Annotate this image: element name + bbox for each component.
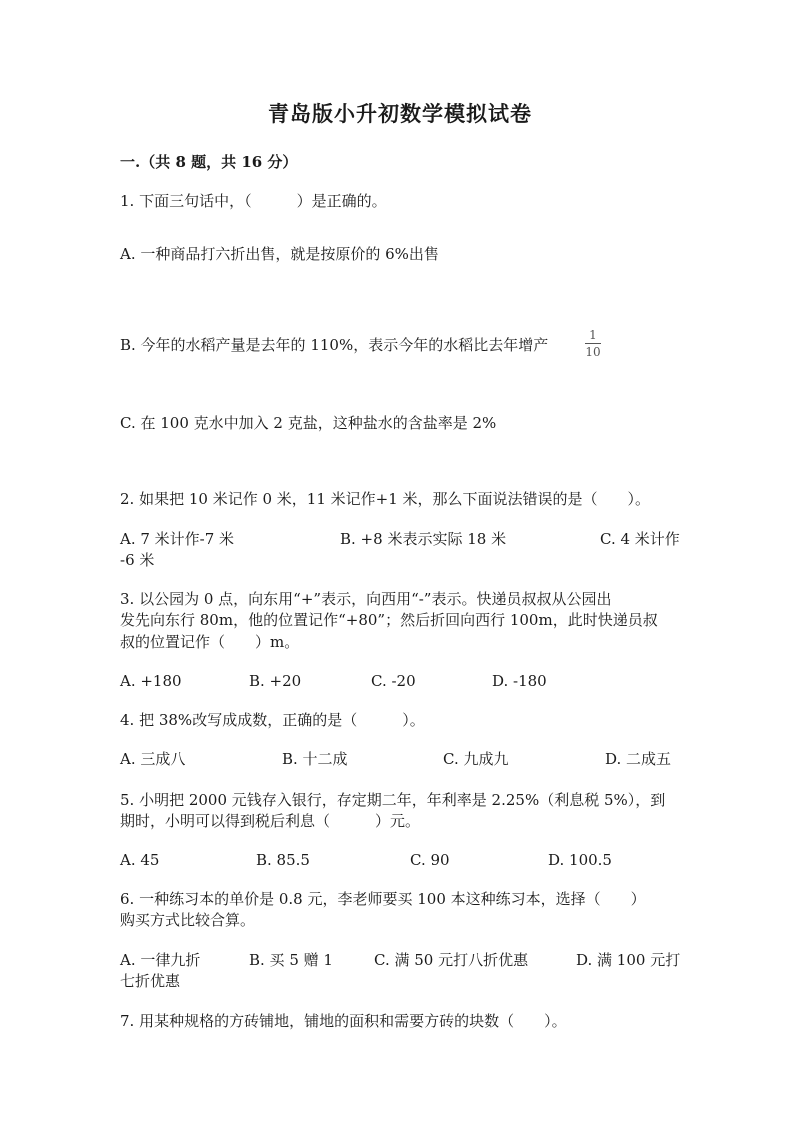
question-3-stem-line-1: 3. 以公园为 0 点，向东用“+”表示，向西用“-”表示。快递员叔叔从公园出 bbox=[120, 590, 612, 608]
question-3-option-a: A. +180 bbox=[120, 672, 182, 690]
question-6-option-d: D. 满 100 元打 bbox=[576, 951, 681, 969]
question-5-stem-line-2: 期时，小明可以得到税后利息（ ）元。 bbox=[120, 812, 421, 830]
fraction-one-tenth bbox=[583, 328, 603, 359]
fraction-bar bbox=[585, 343, 601, 344]
question-4-option-d: D. 二成五 bbox=[605, 750, 672, 768]
question-3-option-c: C. -20 bbox=[371, 672, 416, 690]
question-3-stem-line-3: 叔的位置记作（ ）m。 bbox=[120, 633, 300, 651]
question-3-option-d: D. -180 bbox=[492, 672, 547, 690]
question-2-option-a: A. 7 米计作-7 米 bbox=[120, 530, 235, 548]
question-2-stem: 2. 如果把 10 米记作 0 米，11 米记作+1 米，那么下面说法错误的是（ ）。 bbox=[120, 490, 651, 508]
question-4-option-b: B. 十二成 bbox=[282, 750, 348, 768]
question-5-option-b: B. 85.5 bbox=[256, 851, 310, 869]
question-1-stem: 1. 下面三句话中，（ ）是正确的。 bbox=[120, 192, 387, 210]
question-5-stem-line-1: 5. 小明把 2000 元钱存入银行，存定期二年，年利率是 2.25%（利息税 5%），到 bbox=[120, 791, 666, 809]
question-6-option-d-continued: 七折优惠 bbox=[120, 972, 181, 990]
question-3-option-b: B. +20 bbox=[249, 672, 302, 690]
question-5-option-d: D. 100.5 bbox=[548, 851, 612, 869]
question-6-option-a: A. 一律九折 bbox=[120, 951, 201, 969]
question-4-option-a: A. 三成八 bbox=[120, 750, 186, 768]
question-5-option-c: C. 90 bbox=[410, 851, 450, 869]
question-3-stem-line-2: 发先向东行 80m，他的位置记作“+80”；然后折回向西行 100m，此时快递员叔 bbox=[120, 611, 658, 629]
question-1-option-a: A. 一种商品打六折出售，就是按原价的 6%出售 bbox=[120, 245, 439, 263]
exam-title: 青岛版小升初数学模拟试卷 bbox=[268, 101, 532, 126]
question-7-stem: 7. 用某种规格的方砖铺地，铺地的面积和需要方砖的块数（ ）。 bbox=[120, 1012, 567, 1030]
question-2-option-b: B. +8 米表示实际 18 米 bbox=[340, 530, 507, 548]
question-1-option-b: B. 今年的水稻产量是去年的 110%，表示今年的水稻比去年增产 bbox=[120, 336, 549, 354]
question-6-stem-line-1: 6. 一种练习本的单价是 0.8 元，李老师要买 100 本这种练习本，选择（ ） bbox=[120, 890, 646, 908]
question-2-option-c-continued: -6 米 bbox=[120, 551, 155, 569]
question-6-option-b: B. 买 5 赠 1 bbox=[249, 951, 333, 969]
question-5-option-a: A. 45 bbox=[120, 851, 160, 869]
question-6-stem-line-2: 购买方式比较合算。 bbox=[120, 911, 256, 929]
fraction-denominator: 10 bbox=[585, 345, 601, 359]
section-heading: 一.（共 8 题，共 16 分） bbox=[120, 153, 298, 171]
question-4-stem: 4. 把 38%改写成成数，正确的是（ ）。 bbox=[120, 711, 425, 729]
fraction-numerator: 1 bbox=[589, 328, 597, 342]
question-4-option-c: C. 九成九 bbox=[443, 750, 509, 768]
question-6-option-c: C. 满 50 元打八折优惠 bbox=[374, 951, 529, 969]
question-1-option-c: C. 在 100 克水中加入 2 克盐，这种盐水的含盐率是 2% bbox=[120, 414, 497, 432]
question-2-option-c: C. 4 米计作 bbox=[600, 530, 680, 548]
